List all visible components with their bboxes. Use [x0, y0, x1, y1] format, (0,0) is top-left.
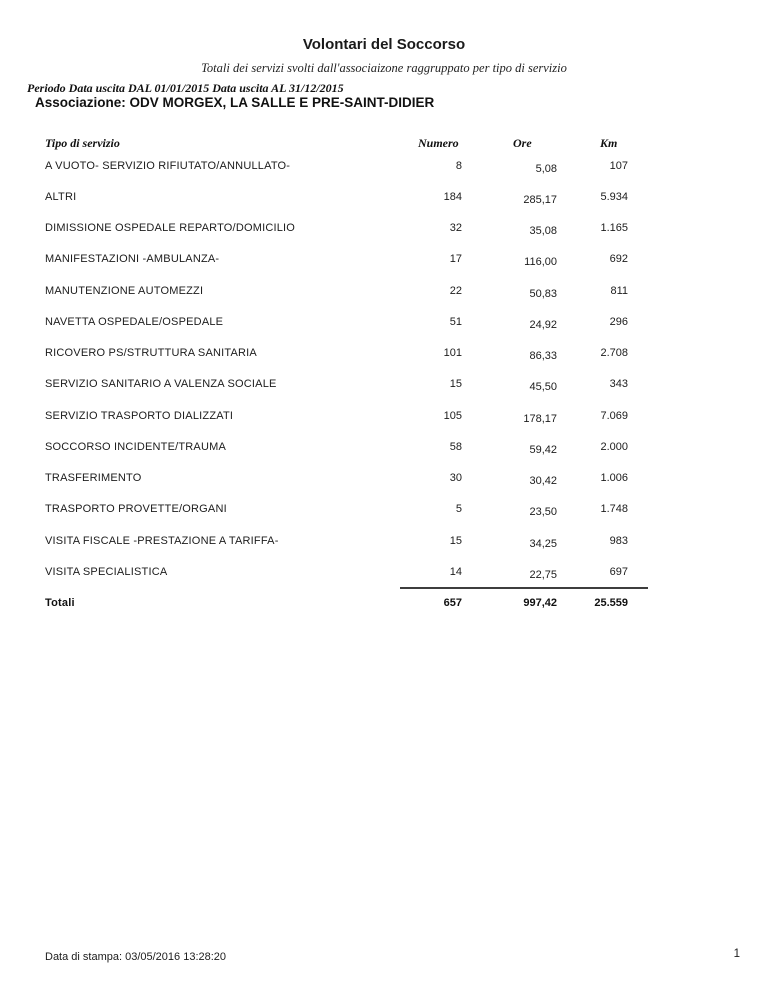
numero-cell: 101	[443, 347, 462, 359]
table-row	[0, 441, 768, 457]
service-type-cell: TRASPORTO PROVETTE/ORGANI	[45, 503, 227, 515]
table-row	[0, 378, 768, 394]
service-type-cell: MANIFESTAZIONI -AMBULANZA-	[45, 253, 220, 265]
table-row	[0, 316, 768, 332]
ore-cell: 50,83	[529, 288, 557, 300]
numero-cell: 8	[455, 160, 462, 172]
service-type-cell: MANUTENZIONE AUTOMEZZI	[45, 285, 204, 297]
service-type-cell: DIMISSIONE OSPEDALE REPARTO/DOMICILIO	[45, 222, 296, 234]
km-cell: 5.934	[600, 191, 628, 203]
ore-cell: 59,42	[529, 444, 557, 456]
km-cell: 7.069	[600, 410, 628, 422]
table-row	[0, 535, 768, 551]
totals-divider-line	[400, 587, 648, 589]
numero-cell: 14	[449, 566, 462, 578]
numero-cell: 30	[449, 472, 462, 484]
totals-km-cell: 25.559	[594, 597, 628, 609]
ore-cell: 116,00	[524, 256, 557, 268]
service-type-cell: VISITA SPECIALISTICA	[45, 566, 168, 578]
numero-cell: 5	[455, 503, 462, 515]
km-cell: 1.165	[600, 222, 628, 234]
ore-cell: 285,17	[523, 194, 557, 206]
numero-cell: 105	[443, 410, 462, 422]
km-cell: 811	[610, 285, 628, 297]
service-type-cell: ALTRI	[45, 191, 77, 203]
table-row	[0, 472, 768, 488]
table-row	[0, 503, 768, 519]
ore-cell: 45,50	[529, 381, 557, 393]
ore-cell: 35,08	[529, 225, 557, 237]
totals-ore-cell: 997,42	[523, 597, 557, 609]
km-cell: 107	[609, 160, 628, 172]
numero-cell: 51	[449, 316, 462, 328]
service-type-cell: SERVIZIO SANITARIO A VALENZA SOCIALE	[45, 378, 277, 390]
numero-cell: 184	[443, 191, 462, 203]
table-row	[0, 160, 768, 176]
column-header-tipo-di-servizio: Tipo di servizio	[45, 136, 120, 150]
numero-cell: 17	[449, 253, 462, 265]
column-header-km: Km	[600, 136, 618, 150]
service-type-cell: NAVETTA OSPEDALE/OSPEDALE	[45, 316, 224, 328]
km-cell: 697	[609, 566, 628, 578]
ore-cell: 23,50	[529, 506, 557, 518]
numero-cell: 15	[449, 535, 462, 547]
column-header-ore: Ore	[513, 136, 532, 150]
footer-page-number: 1	[733, 948, 740, 960]
ore-cell: 30,42	[529, 475, 557, 487]
periodo-line: Periodo Data uscita DAL 01/01/2015 Data uscita AL 31/12/2015	[27, 81, 344, 95]
table-row	[0, 410, 768, 426]
ore-cell: 178,17	[523, 413, 557, 425]
table-row	[0, 222, 768, 238]
totals-row	[0, 597, 768, 613]
column-header-numero: Numero	[418, 136, 459, 150]
service-type-cell: SOCCORSO INCIDENTE/TRAUMA	[45, 441, 227, 453]
associazione-line: Associazione: ODV MORGEX, LA SALLE E PRE-SAINT-DIDIER	[35, 95, 435, 110]
service-type-cell: VISITA FISCALE -PRESTAZIONE A TARIFFA-	[45, 535, 279, 547]
numero-cell: 15	[449, 378, 462, 390]
totals-numero-cell: 657	[443, 597, 462, 609]
report-subtitle: Totali dei servizi svolti dall'associaizone raggruppato per tipo di servizio	[201, 61, 567, 75]
ore-cell: 5,08	[535, 163, 557, 175]
km-cell: 692	[609, 253, 628, 265]
footer-print-date: Data di stampa: 03/05/2016 13:28:20	[45, 951, 227, 963]
table-row	[0, 347, 768, 363]
table-row	[0, 285, 768, 301]
km-cell: 1.006	[600, 472, 628, 484]
ore-cell: 24,92	[529, 319, 557, 331]
service-type-cell: A VUOTO- SERVIZIO RIFIUTATO/ANNULLATO-	[45, 160, 291, 172]
ore-cell: 22,75	[529, 569, 557, 581]
table-row	[0, 191, 768, 207]
km-cell: 983	[609, 535, 628, 547]
km-cell: 2.708	[600, 347, 628, 359]
service-type-cell: RICOVERO PS/STRUTTURA SANITARIA	[45, 347, 257, 359]
service-type-cell: TRASFERIMENTO	[45, 472, 142, 484]
report-title: Volontari del Soccorso	[302, 36, 466, 53]
service-type-cell: SERVIZIO TRASPORTO DIALIZZATI	[45, 410, 234, 422]
table-row	[0, 566, 768, 582]
ore-cell: 86,33	[529, 350, 557, 362]
table-row	[0, 253, 768, 269]
km-cell: 296	[609, 316, 628, 328]
numero-cell: 58	[449, 441, 462, 453]
ore-cell: 34,25	[529, 538, 557, 550]
km-cell: 2.000	[600, 441, 628, 453]
totals-label: Totali	[45, 597, 75, 609]
km-cell: 1.748	[600, 503, 628, 515]
numero-cell: 32	[449, 222, 462, 234]
numero-cell: 22	[449, 285, 462, 297]
km-cell: 343	[609, 378, 628, 390]
